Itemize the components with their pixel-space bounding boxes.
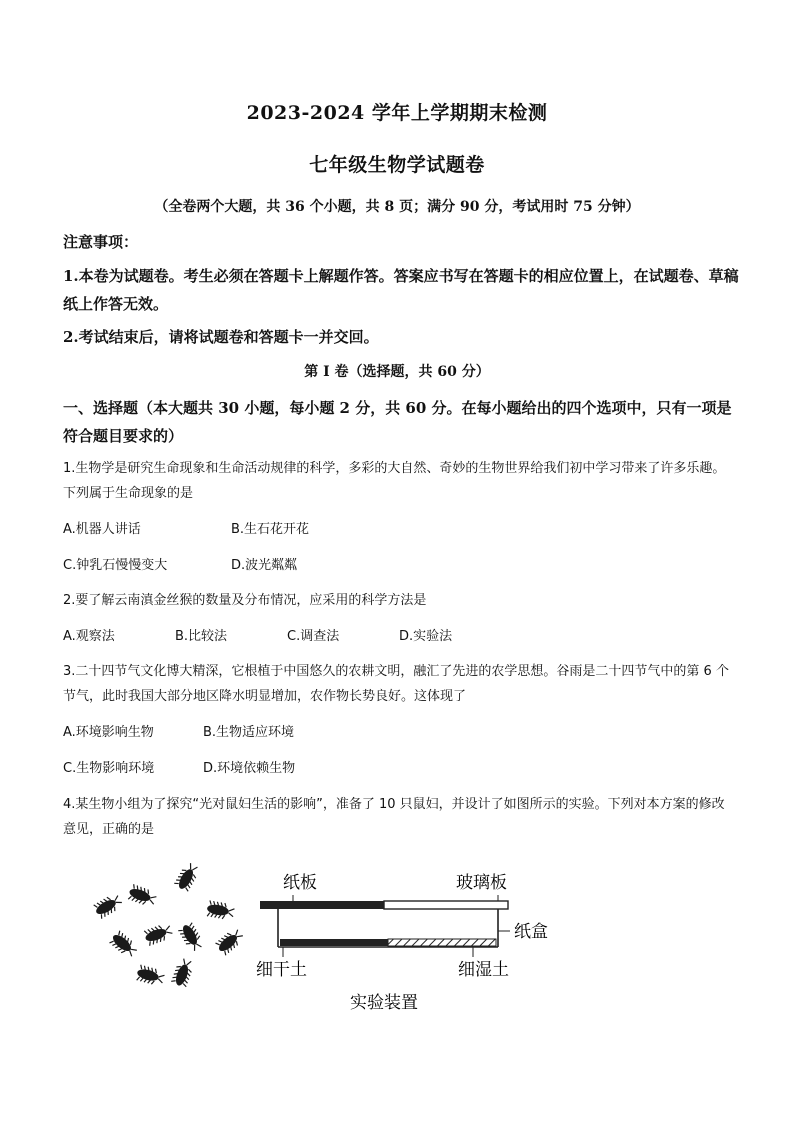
- question-1-option-d: D.波光粼粼: [231, 558, 298, 573]
- woodlouse: [214, 927, 245, 957]
- label-cardboard: 纸板: [283, 873, 317, 893]
- woodlouse: [171, 957, 195, 988]
- exam-info: （全卷两个大题，共 36 个小题，共 8 页；满分 90 分，考试用时 75 分钟）: [154, 199, 640, 215]
- question-1-option-a: A.机器人讲话: [63, 522, 141, 537]
- question-1-stem: 1.生物学是研究生命现象和生命活动规律的科学，多彩的大自然、奇妙的生物世界给我们初中学习带来了许多乐趣。下列属于生命现象的是: [63, 461, 726, 501]
- label-box: 纸盒: [514, 922, 548, 942]
- part1-heading: 第 I 卷（选择题，共 60 分）: [304, 364, 490, 380]
- exam-subject-title: 七年级生物学试题卷: [309, 154, 485, 176]
- question-3-option-a: A.环境影响生物: [63, 725, 154, 740]
- notice-item-2: 2.考试结束后，请将试题卷和答题卡一并交回。: [63, 328, 379, 346]
- question-3-option-d: D.环境依赖生物: [203, 761, 296, 776]
- glass-plate: [384, 901, 508, 909]
- question-2-stem: 2.要了解云南滇金丝猴的数量及分布情况，应采用的科学方法是: [63, 593, 427, 608]
- figure-caption: 实验装置: [350, 993, 418, 1013]
- question-3-stem: 3.二十四节气文化博大精深，它根植于中国悠久的农耕文明，融汇了先进的农学思想。谷雨是二十四节气中的第 6 个节气，此时我国大部分地区降水明显增加，农作物长势良好。这体现了: [63, 664, 729, 704]
- woodlouse: [206, 900, 235, 920]
- label-glass: 玻璃板: [456, 873, 507, 893]
- question-2-option-a: A.观察法: [63, 629, 115, 644]
- question-4-stem: 4.某生物小组为了探究“光对鼠妇生活的影响”，准备了 10 只鼠妇，并设计了如图所示的实验。下列对本方案的修改意见，正确的是: [63, 797, 725, 837]
- woodlouse: [108, 930, 139, 960]
- exam-title: 2023-2024 学年上学期期末检测: [246, 102, 548, 124]
- label-dry-soil: 细干土: [256, 960, 307, 980]
- section-heading: 一、选择题（本大题共 30 小题，每小题 2 分，共 60 分。在每小题给出的四个选项中，只有一项是符合题目要求的）: [63, 399, 732, 445]
- woodlouse: [143, 922, 174, 946]
- experiment-setup-diagram: [78, 855, 548, 1025]
- dry-soil: [280, 939, 388, 946]
- woodlouse: [178, 921, 205, 952]
- woodlouse: [135, 964, 165, 986]
- question-1-option-b: B.生石花开花: [231, 522, 310, 537]
- question-3-option-b: B.生物适应环境: [203, 725, 295, 740]
- question-3-option-c: C.生物影响环境: [63, 761, 155, 776]
- question-2-option-c: C.调查法: [287, 629, 340, 644]
- experiment-figure: [78, 855, 548, 1025]
- woodlouse-group: [92, 861, 245, 988]
- wet-soil: [388, 939, 496, 946]
- woodlouse: [92, 892, 123, 919]
- question-1-option-c: C.钟乳石慢慢变大: [63, 558, 168, 573]
- notice-heading: 注意事项：: [63, 233, 139, 251]
- woodlouse: [127, 884, 158, 908]
- woodlouse: [174, 861, 201, 892]
- notice-item-1: 1.本卷为试题卷。考生必须在答题卡上解题作答。答案应书写在答题卡的相应位置上，在试题卷、草稿纸上作答无效。: [63, 267, 739, 313]
- question-2-option-b: B.比较法: [175, 629, 228, 644]
- label-wet-soil: 细湿土: [458, 960, 509, 980]
- cardboard-plate: [260, 901, 384, 909]
- question-2-option-d: D.实验法: [399, 629, 453, 644]
- apparatus: [260, 895, 510, 957]
